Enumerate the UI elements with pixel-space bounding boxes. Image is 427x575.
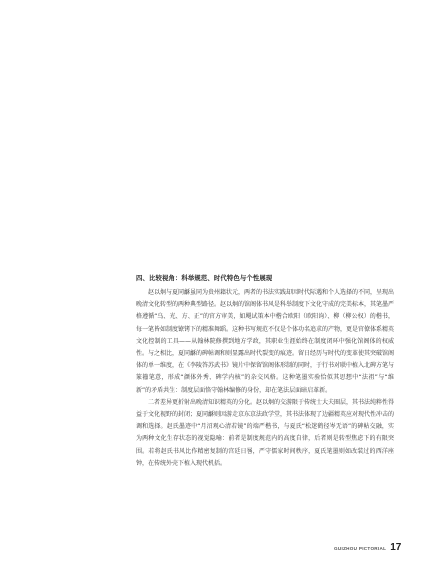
section-heading: 四、比较视角：科举规范、时代特色与个性展现 (136, 274, 273, 282)
article-body (136, 272, 394, 470)
paragraph-2: 二者差异更折射出晚清知识精英的分化。赵以炯的交游限于传统士大夫圈层，其书法纯粹性得益于文化视野的封闭；夏同龢则因游走京东京法政学堂，其书法体现了边疆精英应对现代性冲击的调和选择。赵氏墨迹中“月沼观心清若镜”的端严楷书，与夏氏“松迷鹤径岑无语”的碑帖交融，实为两种文化生存状态的视觉隐喻：前者是制度规范内的高度自律，后者则是转型焦虑下的有限突围。若将赵氏书风比作精密复制的宫廷日晷，严守儒家时间秩序，夏氏笔墨则如改装过的西洋座钟，在传统外壳下植入现代机括。 (136, 398, 395, 467)
page-footer (334, 542, 401, 553)
paragraph-1: 赵以炯与夏同龢虽同为贵州籍状元，两者的书法实践却因时代际遇和个人选择的不同，呈现出晚清文化转型的两种典型路径。赵以炯的馆阁体书风是科举制度下文化守成的完美标本，其笔墨严格遵循“乌、光、方、正”的官方审美，如飓试策本中楷合欧阳（欧阳询）、柳（柳公权）的楷书，每一笔皆如制度镣铐下的精准舞蹈。这种书写规范不仅是个体功名追求的产物，更是官僚体系精英文化控制的工具——从翰林院修撰到地方学政，其职业生涯始终在制度闭环中强化馆阁体的权威性。与之相比，夏同龢的碑帖调和则显露出时代裂变的痕迹。留日经历与时代的变革使其突破馆阁体的单一维度，在《李陵答苏武书》镜片中保留馆阁体形制的同时，于行书对联中植入北碑方笔与篆籀笔意，形成“颜体外秀、碑学内核”的杂交风格。这种笔墨实验恰似其思想中“法祖”与“维新”的矛盾共生：制度层面恪守翰林编修的身份，却在笔法层面暗启革新。 (136, 289, 395, 394)
page-number: 17 (390, 542, 402, 553)
publication-name: GUIZHOU PICTORIAL (334, 546, 387, 551)
